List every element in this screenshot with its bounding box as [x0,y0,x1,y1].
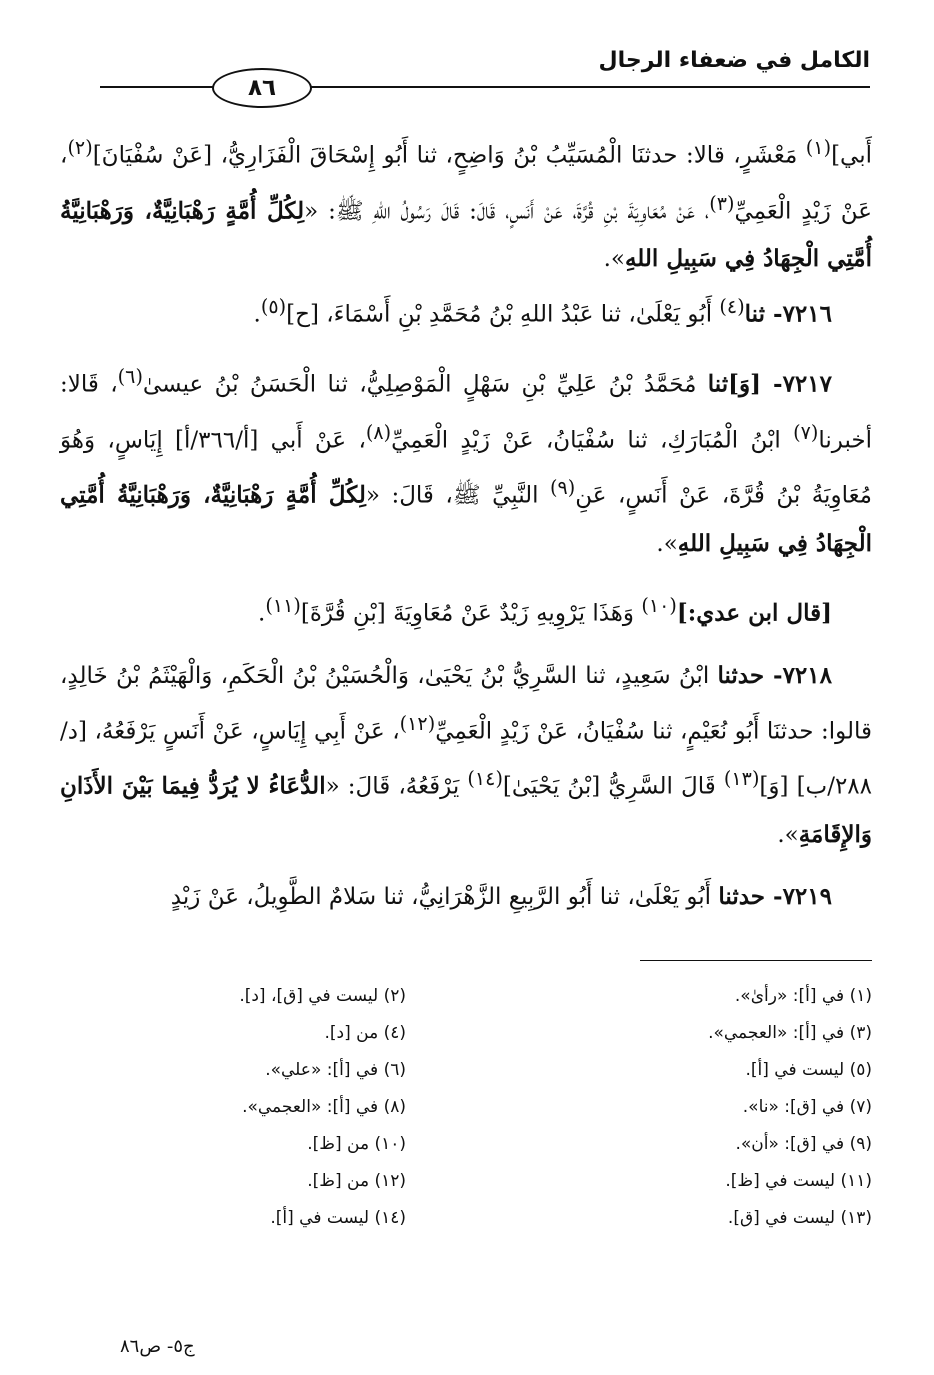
footnote-ref: (٣) [709,191,735,215]
footnote: (٩) في [ق]: «أن». [735,1134,872,1154]
footnote: (٨) في [أ]: «العجمي». [242,1097,406,1117]
footnote-ref: (٤) [719,295,745,319]
footnote: (١٠) من [ظ]. [307,1134,406,1154]
footnote: (١٤) ليست في [أ]. [270,1208,406,1228]
paragraph [60,873,872,921]
footnote-ref: (١١) [265,593,301,617]
hadith-matn: لِكُلِّ أُمَّةٍ رَهْبَانِيَّةٌ، وَرَهْبَانِيَّةُ أُمَّتِي الْجِهَادُ فِي سَبِيلِ اللهِ [60,481,872,557]
footnote: (١) في [أ]: «رأىٰ». [734,986,872,1006]
footnote-ref: (١٢) [399,711,436,735]
footnote: (١٣) ليست في [ق]. [727,1208,872,1228]
footnote-ref: (١) [805,136,832,159]
hadith-matn: الدُّعَاءُ لا يُرَدُّ فِيمَا بَيْنَ الأَذَانِ وَالإِقَامَةِ [60,772,872,848]
text-run: ». [777,821,799,848]
text-run: ، عَنْ مُعَاوِيَةَ بْنِ قُرَّةَ، عَنْ أَنَسٍ، قَالَ: قَالَ رَسُولُ اللهِ ﷺ: « [304,198,710,225]
hadith-number: ٧٢١٩- حدثنا [718,882,832,910]
paragraph [60,283,872,339]
paragraph [60,124,872,283]
footnote-ref: (٥) [260,295,287,319]
hadith-number: ٧٢١٧- [وَ]ثنا [707,370,832,398]
text-run: ». [603,246,625,273]
text-run: ، قَالا: أخبرنا [60,371,872,454]
paragraph [60,652,872,859]
footnote: (١٢) من [ظ]. [307,1171,406,1191]
text-run: أَبُو يَعْلَىٰ، ثنا أَبُو الرَّبِيعِ الزَّهْرَانِيُّ، ثنا سَلامٌ الطَّوِيلُ، عَنْ زَيْدٍ [170,883,719,910]
text-run: مُحَمَّدُ بْنُ عَلِيِّ بْنِ سَهْلٍ الْمَوْصِلِيُّ، ثنا الْحَسَنُ بْنُ عيسىٰ [142,371,708,398]
text-run: ، عَنْ زَيْدٍ الْعَمِيِّ [60,142,872,225]
footnote: (٢) ليست في [ق]، [د]. [239,986,406,1006]
hadith-matn: لِكُلِّ أُمَّةٍ رَهْبَانِيَّةٌ، وَرَهْبَانِيَّةُ أُمَّتِي الْجِهَادُ فِي سَبِيلِ اللهِ [60,197,872,273]
text-run: وَهَذَا يَرْوِيهِ زَيْدٌ عَنْ مُعَاوِيَةَ [بْنِ قُرَّةَ] [300,600,642,627]
text-run: ، عَنْ أَبي [أ/٣٦٦/أ] إِيَاسٍ، وَهُوَ مُعَاوِيَةُ بْنُ قُرَّةَ، عَنْ أَنَسٍ، عَنِ [60,427,872,509]
text-run: أَبُو يَعْلَىٰ، ثنا عَبْدُ اللهِ بْنُ مُحَمَّدِ بْنِ أَسْمَاءَ، [ح] [286,301,720,328]
hadith-number: ٧٢١٦- ثنا [744,300,832,328]
editor-note-label: [قال ابن عدي:] [676,599,832,627]
footnotes [60,978,872,1237]
hadith-number: ٧٢١٨- حدثنا [717,661,832,689]
text-run: ، عَنْ أَبِي إِيَاسٍ، عَنْ أَنَسٍ يَرْفَعُهُ، [د/٢٨٨/ب] [وَ] [60,718,873,800]
footnote-ref: (٨) [365,420,392,444]
text-run: . [253,301,261,328]
footnote-ref: (١٤) [467,767,503,791]
footnote: (٤) من [د]. [324,1023,406,1043]
text-run: قَالَ السَّرِيُّ [بْنُ يَحْيَىٰ] [502,773,724,800]
footnote-separator [640,960,872,961]
footnote-ref: (١٣) [723,767,760,791]
footnote-ref: (١٠) [641,593,677,617]
page-number: ٨٦ [212,68,312,108]
footnote-ref: (٢) [67,136,93,159]
footnote: (١١) ليست في [ظ]. [725,1171,872,1191]
footnote-ref: (٦) [117,364,143,388]
footnote-ref: (٩) [550,476,576,500]
text-run: . [258,600,266,627]
book-title: الكامل في ضعفاء الرجال [598,48,870,73]
text-run: ابْنُ الْمُبَارَكِ، ثنا سُفْيَانُ، عَنْ زَيْدٍ الْعَمِيِّ [391,427,794,454]
paragraph [60,582,872,638]
footnote-ref: (٧) [793,420,819,444]
footnote: (٣) في [أ]: «العجمي». [708,1023,872,1043]
running-header [100,40,870,101]
main-text [60,124,872,921]
footnote: (٧) في [ق]: «نا». [742,1097,872,1117]
text-run: مَعْشَرٍ، قالا: حدثنَا الْمُسَيِّبُ بْنُ وَاضِحٍ، ثنا أَبُو إِسْحَاقَ الْفَزَارِيُّ، [عَنْ سُفْيَانَ] [92,142,806,169]
paragraph [60,353,872,568]
text-run: ابْنُ سَعِيدٍ، ثنا السَّرِيُّ بْنُ يَحْيَىٰ، وَالْحُسَيْنُ بْنُ الْحَكَمِ، وَالْهَيْثَمُ بْنُ خَالِدٍ، قالوا: حدثنَا أَبُو نُعَيْمٍ، ثنا سُفْيَانُ، عَنْ زَيْدٍ الْعَمِيِّ [60,662,872,745]
text-run: النَّبِيِّ ﷺ، قَالَ: « [365,482,551,509]
footnote: (٥) ليست في [أ]. [745,1060,872,1080]
volume-page-reference: ج٥- ص٨٦ [120,1336,195,1357]
text-run: أَبي] [831,142,872,169]
text-run: ». [656,530,678,557]
text-run: يَرْفَعُهُ، قَالَ: « [325,773,468,800]
footnote: (٦) في [أ]: «علي». [265,1060,406,1080]
